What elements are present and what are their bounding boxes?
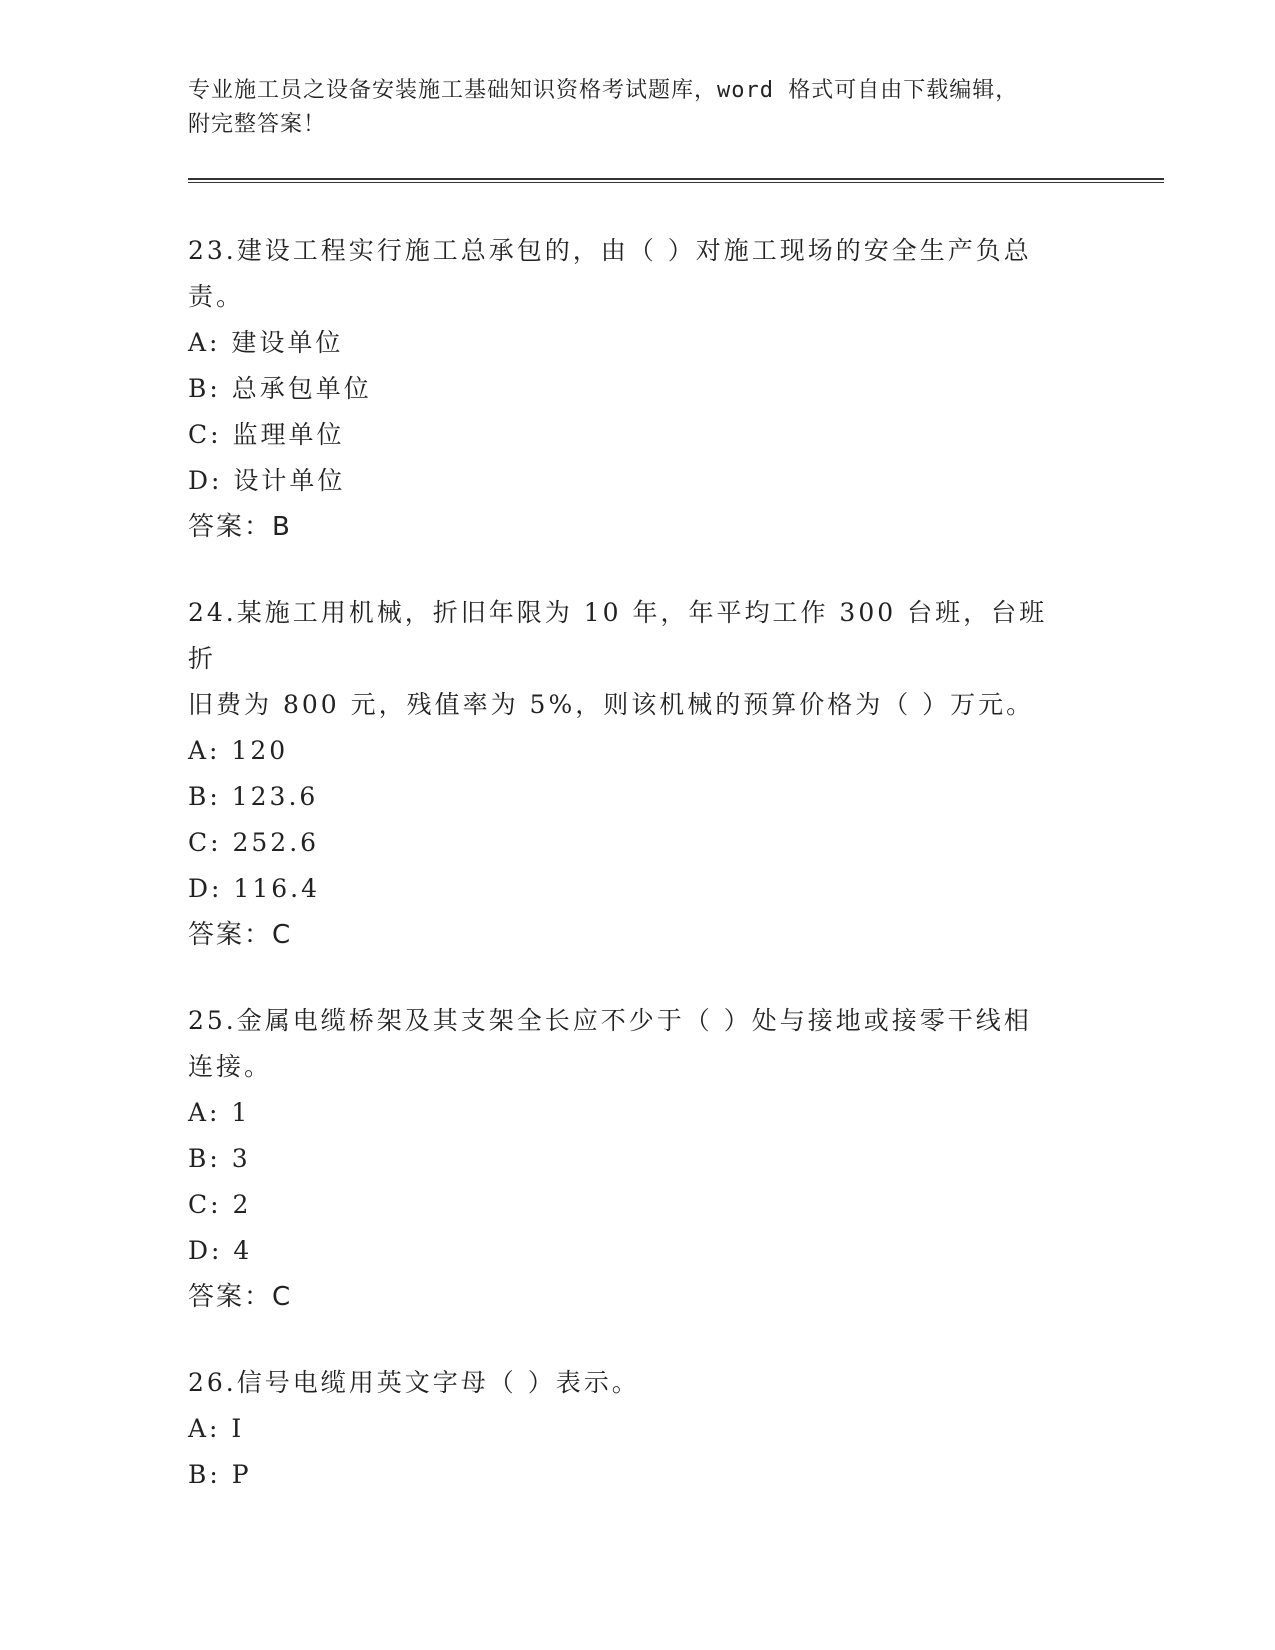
option-b: B: P (188, 1460, 252, 1489)
answer: 答案：C (188, 920, 293, 950)
header-double-rule (188, 178, 1164, 183)
question-25 (188, 998, 1068, 1320)
question-stem: 25.金属电缆桥架及其支架全长应不少于（ ）处与接地或接零干线相 (188, 1006, 1032, 1035)
question-stem-continued: 旧费为 800 元，残值率为 5%，则该机械的预算价格为（ ）万元。 (188, 690, 1035, 719)
option-b: B: 123.6 (188, 782, 319, 811)
answer: 答案：B (188, 512, 292, 542)
answer: 答案：C (188, 1282, 293, 1312)
option-a: A: 1 (188, 1098, 251, 1127)
header-line-1: 专业施工员之设备安装施工基础知识资格考试题库，word 格式可自由下载编辑， (188, 78, 1019, 103)
question-stem: 23.建设工程实行施工总承包的，由（ ）对施工现场的安全生产负总 (188, 236, 1032, 265)
option-c: C: 2 (188, 1190, 252, 1219)
option-b: B: 3 (188, 1144, 251, 1173)
document-header (188, 74, 1088, 142)
question-24 (188, 590, 1068, 958)
option-c: C: 监理单位 (188, 420, 345, 449)
question-list (188, 228, 1068, 1538)
question-23 (188, 228, 1068, 550)
option-d: D: 116.4 (188, 874, 320, 903)
option-b: B: 总承包单位 (188, 374, 372, 403)
option-d: D: 4 (188, 1236, 253, 1265)
question-26 (188, 1360, 1068, 1498)
option-a: A: 建设单位 (188, 328, 344, 357)
option-a: A: I (188, 1414, 245, 1443)
question-stem: 26.信号电缆用英文字母（ ）表示。 (188, 1368, 640, 1397)
header-line-2: 附完整答案！ (188, 112, 327, 137)
question-stem-continued: 责。 (188, 282, 245, 311)
question-stem: 24.某施工用机械，折旧年限为 10 年，年平均工作 300 台班，台班折 (188, 598, 1048, 673)
option-c: C: 252.6 (188, 828, 320, 857)
question-stem-continued: 连接。 (188, 1052, 273, 1081)
option-d: D: 设计单位 (188, 466, 346, 495)
option-a: A: 120 (188, 736, 289, 765)
